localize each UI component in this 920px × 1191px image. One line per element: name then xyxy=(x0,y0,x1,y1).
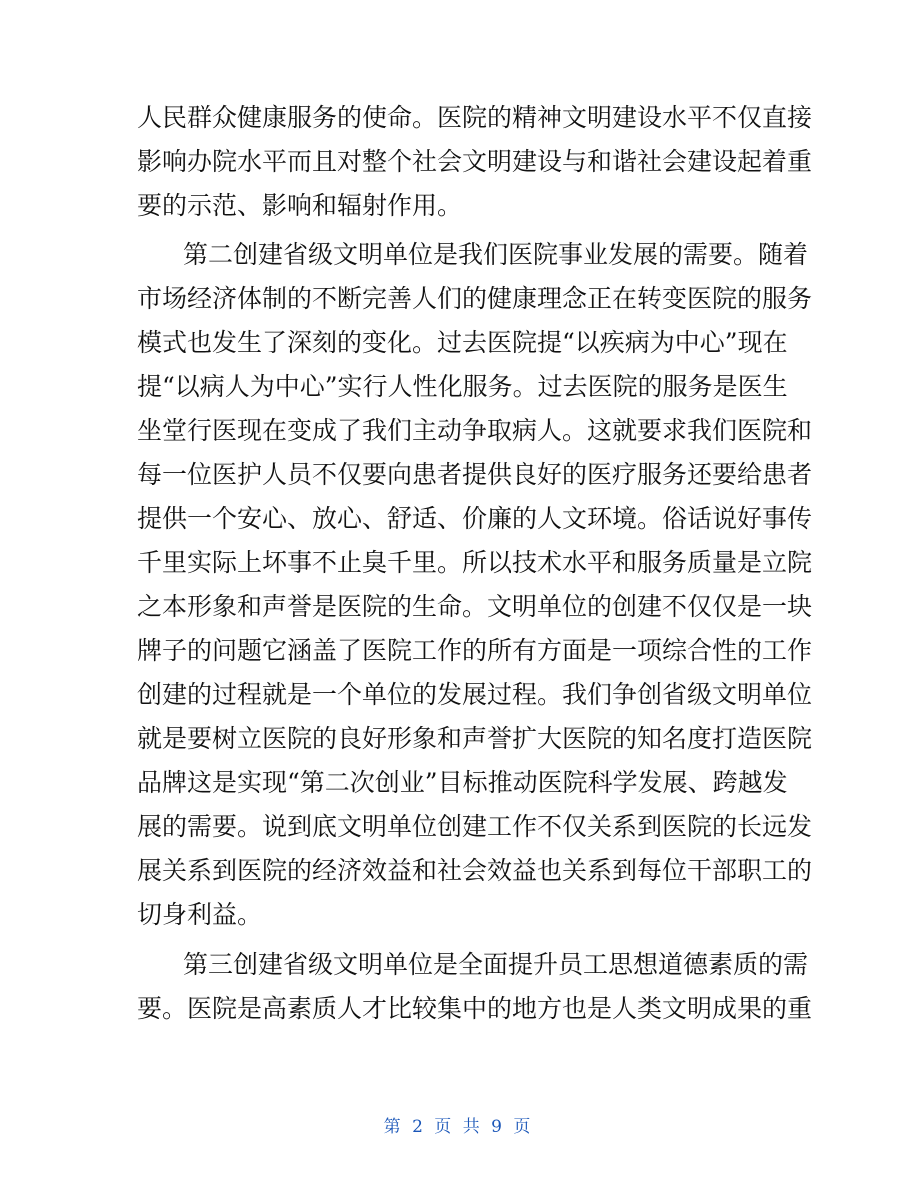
text-line: 人民群众健康服务的使命。医院的精神文明建设水平不仅直接 xyxy=(137,103,813,132)
current-page-number: 2 xyxy=(412,1117,423,1137)
text-line: 每一位医护人员不仅要向患者提供良好的医疗服务还要给患者 xyxy=(137,460,813,489)
page-label-mid: 页 xyxy=(434,1117,452,1137)
page-label-prefix: 第 xyxy=(383,1117,401,1137)
text-line: 切身利益。 xyxy=(137,900,263,929)
text-line: 千里实际上坏事不止臭千里。所以技术水平和服务质量是立院 xyxy=(137,548,813,577)
text-line: 展的需要。说到底文明单位创建工作不仅关系到医院的长远发 xyxy=(137,812,813,841)
text-line: 坐堂行医现在变成了我们主动争取病人。这就要求我们医院和 xyxy=(137,416,813,445)
page-footer xyxy=(0,1117,920,1137)
text-line: 创建的过程就是一个单位的发展过程。我们争创省级文明单位 xyxy=(137,680,813,709)
total-label: 共 xyxy=(462,1117,480,1137)
text-line: 要。医院是高素质人才比较集中的地方也是人类文明成果的重 xyxy=(137,994,813,1023)
text-line: 牌子的问题它涵盖了医院工作的所有方面是一项综合性的工作 xyxy=(137,636,813,665)
text-line: 就是要树立医院的良好形象和声誉扩大医院的知名度打造医院 xyxy=(137,724,813,753)
text-line: 之本形象和声誉是医院的生命。文明单位的创建不仅仅是一块 xyxy=(137,592,813,621)
text-line: 展关系到医院的经济效益和社会效益也关系到每位干部职工的 xyxy=(137,856,813,885)
page-label-suffix: 页 xyxy=(513,1117,531,1137)
text-line: 品牌这是实现“第二次创业”目标推动医院科学发展、跨越发 xyxy=(137,768,788,797)
total-page-number: 9 xyxy=(491,1117,502,1137)
text-line: 要的示范、影响和辐射作用。 xyxy=(137,191,463,220)
text-line: 影响办院水平而且对整个社会文明建设与和谐社会建设起着重 xyxy=(137,147,813,176)
text-line: 提供一个安心、放心、舒适、价廉的人文环境。俗话说好事传 xyxy=(137,504,813,533)
text-line: 市场经济体制的不断完善人们的健康理念正在转变医院的服务 xyxy=(137,284,813,313)
paragraph-start-line: 第二创建省级文明单位是我们医院事业发展的需要。随着 xyxy=(183,240,809,269)
text-line: 模式也发生了深刻的变化。过去医院提“以疾病为中心”现在 xyxy=(137,328,788,357)
paragraph-start-line: 第三创建省级文明单位是全面提升员工思想道德素质的需 xyxy=(183,950,809,979)
text-line: 提“以病人为中心”实行人性化服务。过去医院的服务是医生 xyxy=(137,372,788,401)
